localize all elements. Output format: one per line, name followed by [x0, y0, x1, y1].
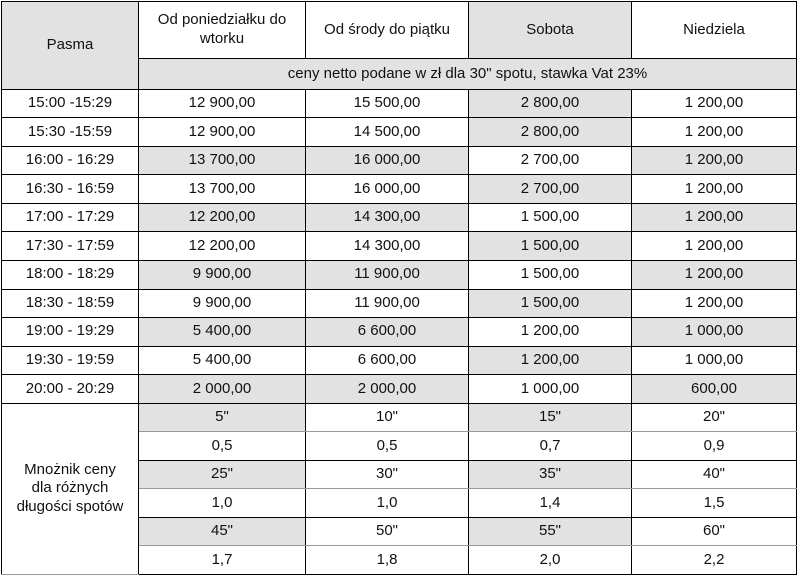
multiplier-factor-cell: 1,8: [306, 546, 469, 575]
price-table: [1, 1, 797, 575]
price-cell: 1 500,00: [469, 232, 632, 261]
multiplier-length-row: [2, 403, 797, 432]
time-band: 18:00 - 18:29: [2, 260, 139, 289]
price-cell: 1 200,00: [632, 175, 797, 204]
time-band: 19:30 - 19:59: [2, 346, 139, 375]
column-header-mon-tue: Od poniedziałku do wtorku: [139, 2, 306, 59]
price-cell: 5 400,00: [139, 346, 306, 375]
spot-length-cell: 15": [469, 403, 632, 432]
multiplier-factor-cell: 2,2: [632, 546, 797, 575]
price-rows: [2, 89, 797, 403]
price-cell: 13 700,00: [139, 146, 306, 175]
spot-length-cell: 10": [306, 403, 469, 432]
multiplier-factor-cell: 1,0: [139, 489, 306, 518]
multiplier-rows: [2, 403, 797, 574]
table-row: [2, 375, 797, 404]
column-header-saturday: Sobota: [469, 2, 632, 59]
price-cell: 2 000,00: [306, 375, 469, 404]
price-cell: 1 200,00: [632, 260, 797, 289]
price-note: ceny netto podane w zł dla 30" spotu, stawka Vat 23%: [139, 59, 797, 90]
price-cell: 12 900,00: [139, 89, 306, 118]
spot-length-cell: 40": [632, 460, 797, 489]
table-row: [2, 289, 797, 318]
price-cell: 2 700,00: [469, 175, 632, 204]
spot-length-cell: 30": [306, 460, 469, 489]
table-row: [2, 260, 797, 289]
table-row: [2, 232, 797, 261]
price-cell: 1 200,00: [632, 232, 797, 261]
column-header-wed-fri: Od środy do piątku: [306, 2, 469, 59]
price-cell: 1 200,00: [632, 118, 797, 147]
price-cell: 13 700,00: [139, 175, 306, 204]
multiplier-factor-cell: 0,5: [139, 432, 306, 461]
price-cell: 14 300,00: [306, 232, 469, 261]
table-row: [2, 146, 797, 175]
price-cell: 12 200,00: [139, 232, 306, 261]
spot-length-cell: 45": [139, 517, 306, 546]
multiplier-factor-cell: 0,5: [306, 432, 469, 461]
price-cell: 1 200,00: [632, 203, 797, 232]
multiplier-factor-cell: 1,4: [469, 489, 632, 518]
multiplier-factor-cell: 1,7: [139, 546, 306, 575]
time-band: 15:00 -15:29: [2, 89, 139, 118]
price-cell: 1 000,00: [632, 346, 797, 375]
table-row: [2, 346, 797, 375]
price-cell: 16 000,00: [306, 175, 469, 204]
price-cell: 11 900,00: [306, 260, 469, 289]
time-band: 15:30 -15:59: [2, 118, 139, 147]
price-cell: 1 000,00: [632, 318, 797, 347]
column-header-sunday: Niedziela: [632, 2, 797, 59]
table-row: [2, 89, 797, 118]
price-cell: 12 200,00: [139, 203, 306, 232]
price-cell: 1 200,00: [632, 289, 797, 318]
price-cell: 1 200,00: [469, 318, 632, 347]
table-row: [2, 203, 797, 232]
multiplier-factor-cell: 1,0: [306, 489, 469, 518]
multiplier-factor-cell: 1,5: [632, 489, 797, 518]
price-cell: 2 800,00: [469, 118, 632, 147]
price-cell: 1 500,00: [469, 203, 632, 232]
price-cell: 5 400,00: [139, 318, 306, 347]
multiplier-label: Mnożnik ceny dla różnych długości spotów: [2, 403, 139, 574]
time-band: 18:30 - 18:59: [2, 289, 139, 318]
price-cell: 1 200,00: [469, 346, 632, 375]
time-band: 20:00 - 20:29: [2, 375, 139, 404]
time-band: 17:30 - 17:59: [2, 232, 139, 261]
price-cell: 15 500,00: [306, 89, 469, 118]
spot-length-cell: 60": [632, 517, 797, 546]
spot-length-cell: 5": [139, 403, 306, 432]
price-cell: 1 500,00: [469, 260, 632, 289]
price-cell: 1 500,00: [469, 289, 632, 318]
time-band: 17:00 - 17:29: [2, 203, 139, 232]
table-row: [2, 318, 797, 347]
time-band: 19:00 - 19:29: [2, 318, 139, 347]
header-row: [2, 2, 797, 59]
multiplier-factor-cell: 0,7: [469, 432, 632, 461]
band-header: Pasma: [2, 2, 139, 90]
price-cell: 2 800,00: [469, 89, 632, 118]
spot-length-cell: 25": [139, 460, 306, 489]
multiplier-factor-cell: 2,0: [469, 546, 632, 575]
price-cell: 600,00: [632, 375, 797, 404]
spot-length-cell: 55": [469, 517, 632, 546]
price-cell: 14 500,00: [306, 118, 469, 147]
price-cell: 1 200,00: [632, 146, 797, 175]
price-cell: 1 200,00: [632, 89, 797, 118]
price-cell: 16 000,00: [306, 146, 469, 175]
price-cell: 9 900,00: [139, 289, 306, 318]
price-cell: 12 900,00: [139, 118, 306, 147]
price-cell: 11 900,00: [306, 289, 469, 318]
multiplier-factor-cell: 0,9: [632, 432, 797, 461]
price-cell: 2 000,00: [139, 375, 306, 404]
spot-length-cell: 20": [632, 403, 797, 432]
table-row: [2, 118, 797, 147]
time-band: 16:30 - 16:59: [2, 175, 139, 204]
price-cell: 1 000,00: [469, 375, 632, 404]
price-cell: 6 600,00: [306, 346, 469, 375]
price-cell: 2 700,00: [469, 146, 632, 175]
table-row: [2, 175, 797, 204]
spot-length-cell: 35": [469, 460, 632, 489]
price-cell: 14 300,00: [306, 203, 469, 232]
spot-length-cell: 50": [306, 517, 469, 546]
time-band: 16:00 - 16:29: [2, 146, 139, 175]
price-cell: 9 900,00: [139, 260, 306, 289]
price-cell: 6 600,00: [306, 318, 469, 347]
